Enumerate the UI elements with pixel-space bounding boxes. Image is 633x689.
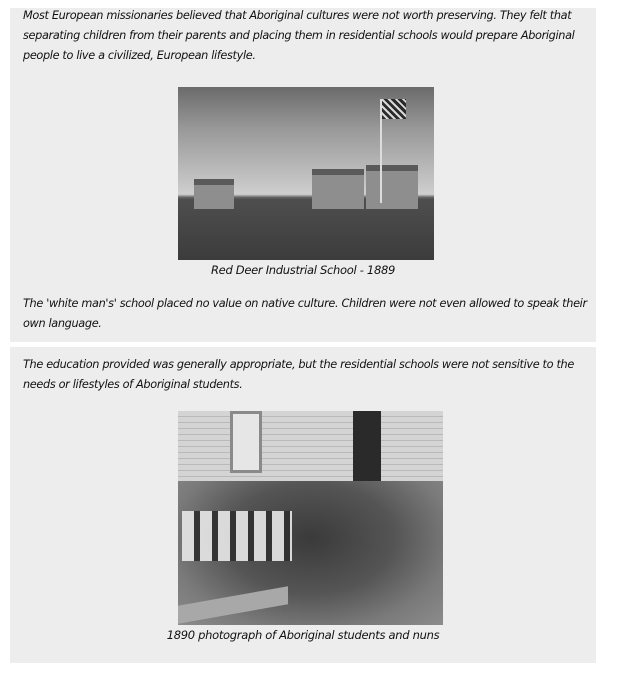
students-and-nuns-photo [178, 411, 443, 625]
red-deer-school-photo [178, 87, 434, 260]
photo-caption: 1890 photograph of Aboriginal students and nuns [166, 628, 440, 642]
content-panel-red-deer [10, 8, 596, 342]
content-panel-students [10, 347, 596, 663]
photo-doorway [353, 411, 381, 481]
outro-paragraph: The 'white man's' school placed no value on native culture. Children were not even allowed to speak their own language. [23, 297, 587, 330]
photo-caption: Red Deer Industrial School - 1889 [210, 263, 395, 277]
intro-paragraph: The education provided was generally appropriate, but the residential schools were not sensitive to the needs or lifestyles of Aboriginal students. [23, 358, 574, 391]
photo-window [230, 411, 262, 473]
photo-girls-aprons [182, 511, 292, 561]
photo-main-building [366, 165, 418, 209]
photo-school-building [312, 169, 364, 209]
union-jack-flag [382, 99, 406, 119]
photo-house [194, 179, 234, 209]
intro-paragraph: Most European missionaries believed that Aboriginal cultures were not worth preserving. They felt that separating children from their parents and placing them in residential schools would prepare Aboriginal people to live a civilized, European lifestyle. [23, 9, 575, 62]
